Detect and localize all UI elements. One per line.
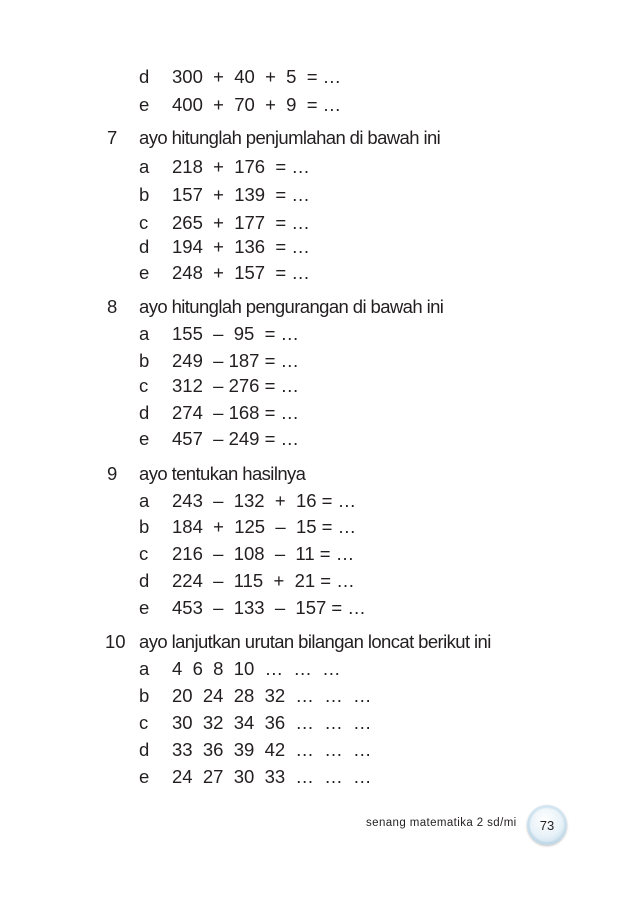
item-expression: 248 + 157 = …	[172, 262, 310, 283]
item-letter: d	[139, 402, 150, 423]
item-expression: 300 + 40 + 5 = …	[172, 66, 342, 87]
item-letter: e	[139, 597, 150, 618]
item-expression: 33 36 39 42 … … …	[172, 739, 372, 760]
problem-number: 9	[107, 463, 118, 484]
item-letter: c	[139, 712, 149, 733]
item-letter: b	[139, 685, 150, 706]
item-expression: 184 + 125 – 15 = …	[172, 516, 357, 537]
item-letter: e	[139, 262, 150, 283]
item-expression: 24 27 30 33 … … …	[172, 766, 372, 787]
item-expression: 243 – 132 + 16 = …	[172, 490, 357, 511]
problem-title: ayo hitunglah pengurangan di bawah ini	[139, 296, 444, 317]
item-letter: c	[139, 375, 149, 396]
page-number: 73	[539, 818, 555, 833]
footer-book-title: senang matematika 2 sd/mi	[366, 817, 517, 829]
problem-number: 10	[105, 631, 126, 652]
item-letter: a	[139, 658, 150, 679]
problem-number: 8	[107, 296, 118, 317]
item-expression: 265 + 177 = …	[172, 212, 310, 233]
item-expression: 453 – 133 – 157 = …	[172, 597, 366, 618]
item-letter: a	[139, 156, 150, 177]
item-expression: 400 + 70 + 9 = …	[172, 94, 342, 115]
item-expression: 20 24 28 32 … … …	[172, 685, 372, 706]
item-letter: b	[139, 516, 150, 537]
item-expression: 457 – 249 = …	[172, 428, 300, 449]
item-letter: c	[139, 212, 149, 233]
item-letter: d	[139, 236, 150, 257]
item-expression: 155 – 95 = …	[172, 323, 300, 344]
item-expression: 157 + 139 = …	[172, 184, 310, 205]
item-expression: 216 – 108 – 11 = …	[172, 543, 355, 564]
page-number-badge	[527, 805, 567, 845]
item-expression: 312 – 276 = …	[172, 375, 300, 396]
problem-title: ayo lanjutkan urutan bilangan loncat berikut ini	[139, 631, 491, 652]
item-expression: 4 6 8 10 … … …	[172, 658, 341, 679]
item-letter: b	[139, 184, 150, 205]
item-expression: 194 + 136 = …	[172, 236, 310, 257]
problem-number: 7	[107, 127, 118, 148]
item-letter: d	[139, 570, 150, 591]
item-letter: e	[139, 428, 150, 449]
item-letter: b	[139, 350, 150, 371]
item-letter: e	[139, 94, 150, 115]
item-letter: a	[139, 323, 150, 344]
item-letter: a	[139, 490, 150, 511]
item-letter: c	[139, 543, 149, 564]
item-expression: 30 32 34 36 … … …	[172, 712, 372, 733]
problem-title: ayo tentukan hasilnya	[139, 463, 306, 484]
problem-title: ayo hitunglah penjumlahan di bawah ini	[139, 127, 441, 148]
item-letter: e	[139, 766, 150, 787]
item-expression: 249 – 187 = …	[172, 350, 300, 371]
item-expression: 274 – 168 = …	[172, 402, 300, 423]
item-expression: 224 – 115 + 21 = …	[172, 570, 355, 591]
item-expression: 218 + 176 = …	[172, 156, 310, 177]
item-letter: d	[139, 66, 150, 87]
item-letter: d	[139, 739, 150, 760]
